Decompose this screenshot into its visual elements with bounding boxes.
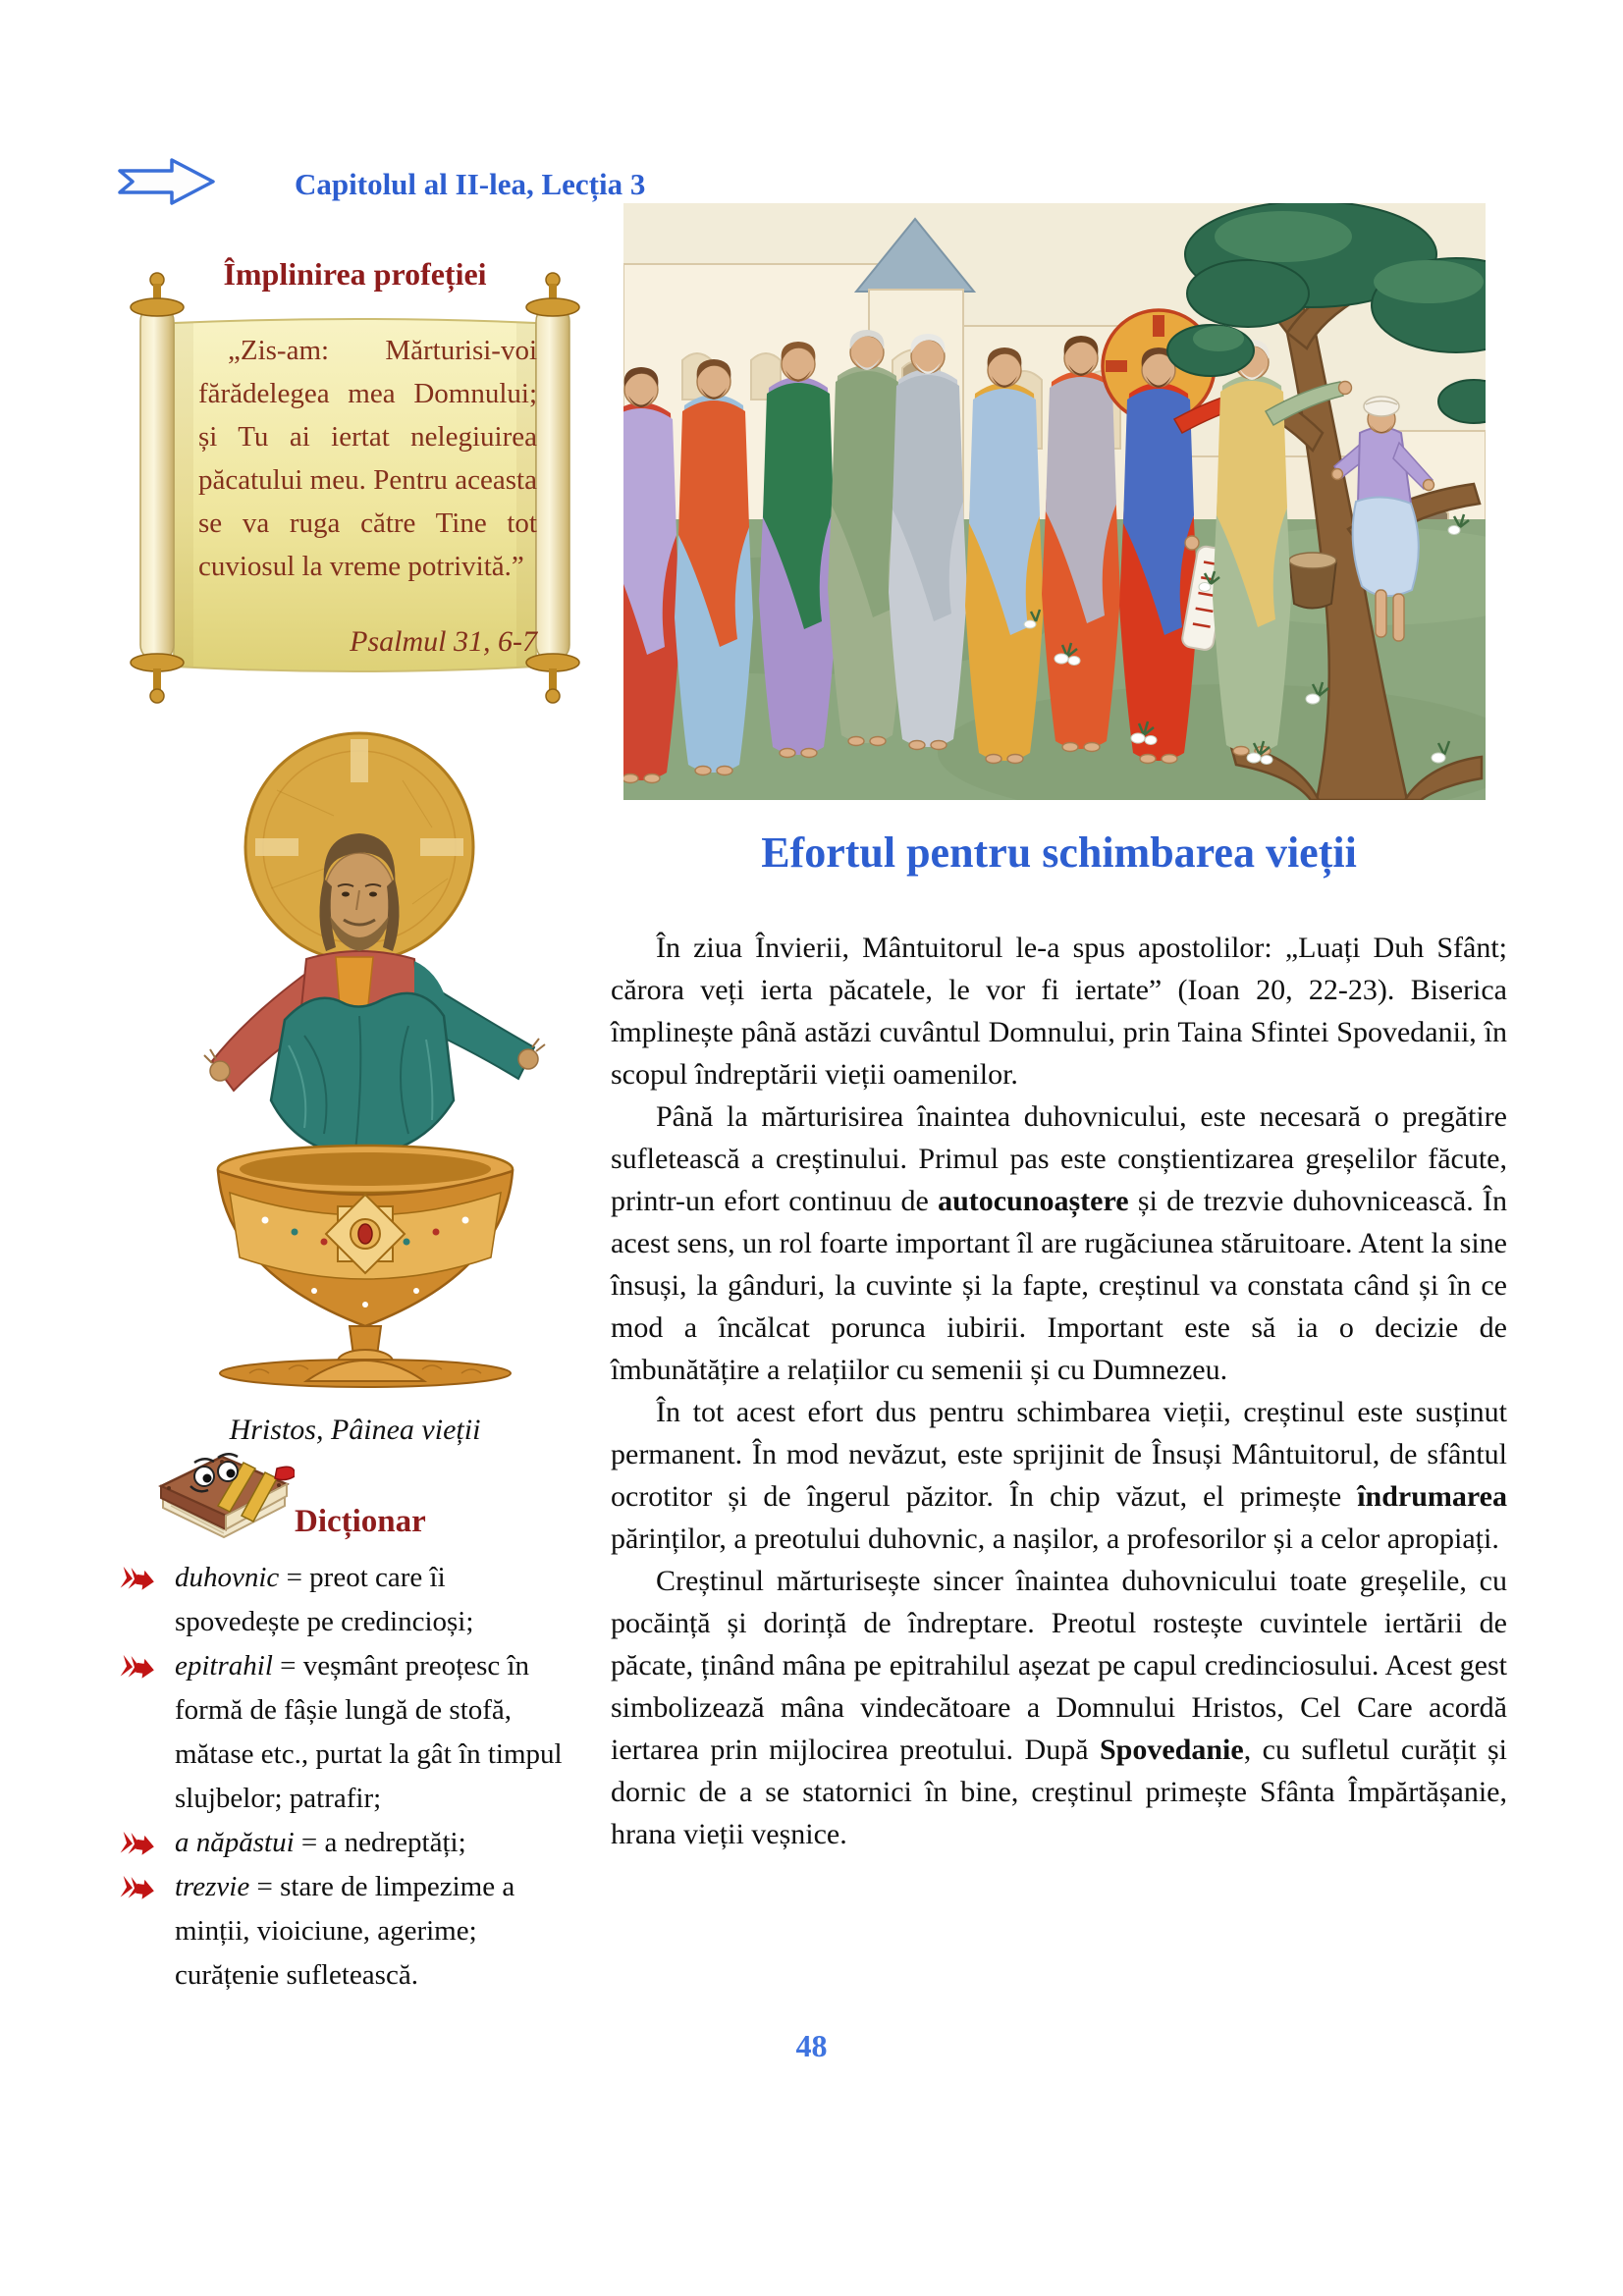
body-text [611,927,1507,1855]
arrow-bullet-icon [120,1564,155,1593]
lesson-title: Efortul pentru schimbarea vieții [761,828,1357,877]
zacchaeus-icon-image [623,203,1486,800]
dictionary-entry [120,1821,567,1865]
dictionary-definition: = stare de limpezime a minții, vioiciune, agerime; curățenie sufletească. [175,1871,515,1991]
dictionary-entry [120,1556,567,1644]
dictionary-entry [120,1644,567,1821]
prophecy-quote: „Zis-am: Mărturisi-voi fărădelegea mea Domnului; și Tu ai iertat nelegiuirea păcatului meu. Pentru aceasta se va ruga către Tine tot cuviosul la vreme potrivită.” [198,335,537,582]
chapter-heading: Capitolul al II-lea, Lecția 3 [295,167,646,201]
prophecy-scroll [111,229,599,715]
dictionary-term: trezvie [175,1871,257,1902]
dictionary-book-icon [147,1441,295,1539]
prophecy-title: Împlinirea profeției [223,256,487,292]
paragraph: Creștinul mărturisește sincer înaintea duhovnicului toate greșelile, cu pocăință și dorință de îndreptare. Preotul rostește cuvintele iertării de păcate, ținând mâna pe epitrahilul așezat pe capul credinciosului. Acest gest simbolizează mâna vindecătoare a Domnului Hristos, Cel Care acordă iertarea prin mijlocirea preotului. După Spovedanie, cu sufletul curățit și dornic de a se statornici în bine, creștinul primește Sfânta Împărtășanie, hrana vieții veșnice. [611,1565,1508,1850]
page-number: 48 [795,2028,828,2063]
dictionary-term: duhovnic [175,1562,287,1593]
chalice-caption: Hristos, Pâinea vieții [229,1414,481,1446]
paragraph: Până la mărturisirea înaintea duhovnicului, este necesară o pregătire sufletească a creștinului. Primul pas este conștientizarea greșelilor făcute, printr-un efort continuu de autocunoaștere și de trezvie duhovnicească. În acest sens, un rol foarte important îl are rugăciunea stăruitoare. Atent la sine însuși, la gânduri, la cuvinte și la fapte, creștinul va constata când și în ce mod a încălcat porunca iubirii. Important este să ia o decizie de îmbunătățire a relațiilor cu semenii și cu Dumnezeu. [611,1100,1507,1386]
prophecy-source: Psalmul 31, 6-7 [350,625,537,658]
arrow-bullet-icon [120,1829,155,1858]
dictionary-definition: = a nedreptăți; [300,1827,466,1858]
dictionary-definition: = veșmânt preoțesc în formă de fâșie lungă de stofă, mătase etc., purtat la gât în timpul slujbelor; patrafir; [175,1650,563,1814]
arrow-bullet-icon [120,1652,155,1682]
dictionary-definition: = preot care îi spovedește pe credincioși; [175,1562,474,1637]
paragraph: În tot acest efort dus pentru schimbarea vieții, creștinul este susținut permanent. În mod nevăzut, este sprijinit de Însuși Mântuitorul, de sfântul ocrotitor și de îngerul păzitor. În chip văzut, el primește îndrumarea părinților, a preotului duhovnic, a nașilor, a profesorilor și a celor apropiați. [611,1396,1507,1555]
dictionary-list [120,1556,567,1998]
dictionary-term: a năpăstui [175,1827,301,1858]
dictionary-entry [120,1865,567,1998]
dictionary-term: epitrahil [175,1650,281,1682]
christ-in-chalice-image [187,721,565,1391]
forward-arrow-icon [116,154,218,209]
paragraph: În ziua Învierii, Mântuitorul le-a spus apostolilor: „Luați Duh Sfânt; cărora veți ierta păcatele, le vor fi iertate” (Ioan 20, 22-23). Biserica împlinește până astăzi cuvântul Domnului, prin Taina Sfintei Spovedanii, în scopul îndreptării vieții oamenilor. [611,932,1507,1091]
arrow-bullet-icon [120,1873,155,1902]
dictionary-heading: Dicționar [295,1504,426,1539]
